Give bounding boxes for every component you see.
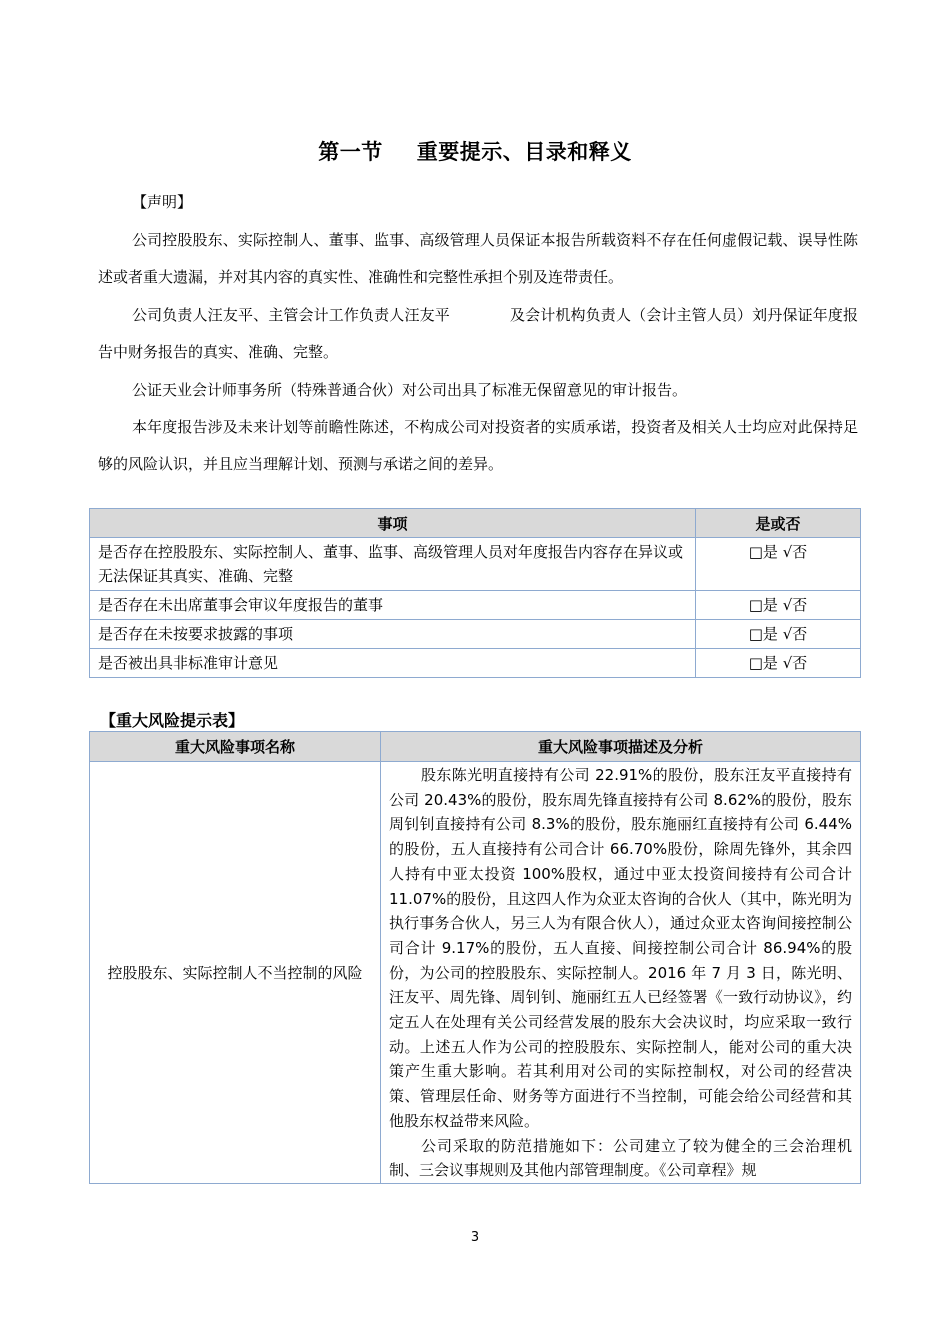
paragraph-guarantee: 公司控股股东、实际控制人、董事、监事、高级管理人员保证本报告所载资料不存在任何虚假记载、误导性陈述或者重大遗漏，并对其内容的真实性、准确性和完整性承担个别及连带责任。 — [98, 231, 858, 286]
responsible-persons-part2: 及会计机构负责人（会计主管人员）刘丹保证年度报告中财务报告的真实、准确、完整。 — [98, 306, 858, 361]
paragraph-forward-looking: 本年度报告涉及未来计划等前瞻性陈述，不构成公司对投资者的实质承诺，投资者及相关人士均应对此保持足够的风险认识，并且应当理解计划、预测与承诺之间的差异。 — [98, 418, 858, 473]
header-answer: 是或否 — [696, 509, 861, 538]
header-item: 事项 — [90, 509, 696, 538]
row-item: 是否存在控股股东、实际控制人、董事、监事、高级管理人员对年度报告内容存在异议或无法保证其真实、准确、完整 — [90, 538, 696, 591]
risk-table — [89, 731, 861, 1184]
table-row — [90, 591, 861, 620]
row-answer: □是 √否 — [696, 591, 861, 620]
row-answer: □是 √否 — [696, 649, 861, 678]
table-row — [90, 649, 861, 678]
declaration-label: 【声明】 — [132, 193, 193, 211]
row-answer: □是 √否 — [696, 538, 861, 591]
paragraph-responsible-persons — [98, 297, 858, 371]
row-item: 是否存在未出席董事会审议年度报告的董事 — [90, 591, 696, 620]
table-row — [90, 762, 861, 1184]
page-number: 3 — [470, 1230, 480, 1245]
header-risk-name: 重大风险事项名称 — [90, 732, 381, 762]
table-row — [90, 620, 861, 649]
table-header-row — [90, 509, 861, 538]
header-risk-desc: 重大风险事项描述及分析 — [381, 732, 861, 762]
row-item: 是否被出具非标准审计意见 — [90, 649, 696, 678]
confirmation-table — [89, 508, 861, 678]
section-title: 重要提示、目录和释义 — [416, 140, 632, 164]
table-header-row — [90, 732, 861, 762]
row-item: 是否存在未按要求披露的事项 — [90, 620, 696, 649]
page-title — [0, 136, 950, 166]
table-row — [90, 538, 861, 591]
section-number: 第一节 — [318, 140, 383, 164]
paragraph-audit-opinion: 公证天业会计师事务所（特殊普通合伙）对公司出具了标准无保留意见的审计报告。 — [132, 381, 688, 399]
risk-mitigation-paragraph: 公司采取的防范措施如下：公司建立了较为健全的三会治理机制、三会议事规则及其他内部管理制度。《公司章程》规 — [389, 1136, 852, 1180]
risk-table-heading: 【重大风险提示表】 — [100, 711, 245, 730]
risk-name: 控股股东、实际控制人不当控制的风险 — [90, 762, 381, 1184]
row-answer: □是 √否 — [696, 620, 861, 649]
responsible-persons-part1: 公司负责人汪友平、主管会计工作负责人汪友平 — [132, 306, 450, 324]
risk-description — [381, 762, 861, 1184]
risk-description-paragraph: 股东陈光明直接持有公司 22.91%的股份，股东汪友平直接持有公司 20.43%的股份，股东周先锋直接持有公司 8.62%的股份，股东周钊钊直接持有公司 8.3%的股份，股东施丽红直接持有公司 6.44%的股份，五人直接持有公司合计 66.70%股份，除周先锋外，其余四人持有中亚太投资 100%股权，通过中亚太投资间接持有公司合计 11.07%的股份，且这四人作为众亚太咨询的合伙人（其中，陈光明为执行事务合伙人，另三人为有限合伙人），通过众亚太咨询间接控制公司合计 9.17%的股份，五人直接、间接控制公司合计 86.94%的股份，为公司的控股股东、实际控制人。2016 年 7 月 3 日，陈光明、汪友平、周先锋、周钊钊、施丽红五人已经签署《一致行动协议》，约定五人在处理有关公司经营发展的股东大会决议时，均应采取一致行动。上述五人作为公司的控股股东、实际控制人，能对公司的重大决策产生重大影响。若其利用对公司的实际控制权，对公司的经营决策、管理层任命、财务等方面进行不当控制，可能会给公司经营和其他股东权益带来风险。 — [389, 766, 852, 1130]
